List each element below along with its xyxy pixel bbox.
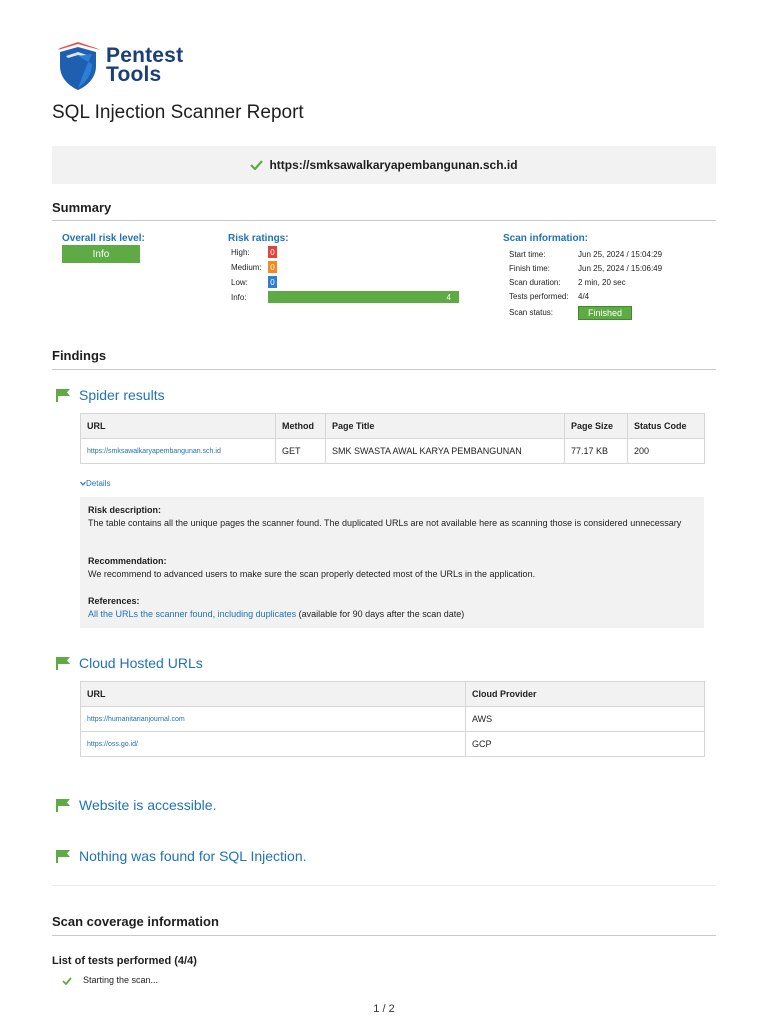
flag-icon xyxy=(56,389,70,402)
pentest-tools-logo xyxy=(56,42,216,88)
details-panel xyxy=(80,497,704,628)
table-row xyxy=(81,707,705,732)
finish-time-value: Jun 25, 2024 / 15:06:49 xyxy=(578,264,663,273)
risk-medium-bar: 0 xyxy=(268,261,277,273)
overall-risk-label: Overall risk level: xyxy=(62,233,145,244)
risk-high-label: High: xyxy=(231,248,250,257)
column-header: URL xyxy=(81,682,466,707)
column-header: Page Title xyxy=(326,414,565,439)
check-icon xyxy=(250,160,263,170)
recommendation-heading: Recommendation: xyxy=(88,556,167,566)
references-note: (available for 90 days after the scan date) xyxy=(296,609,465,619)
risk-description-text: The table contains all the unique pages the scanner found. The duplicated URLs are not available here as scanning those is considered unnecessary xyxy=(88,518,682,528)
flag-icon xyxy=(56,850,70,863)
references-link[interactable]: All the URLs the scanner found, including duplicates xyxy=(88,609,297,619)
column-header: Cloud Provider xyxy=(466,682,705,707)
table-header-row xyxy=(81,414,705,439)
risk-ratings-label: Risk ratings: xyxy=(228,233,289,244)
report-title: SQL Injection Scanner Report xyxy=(52,102,304,123)
scan-duration-label: Scan duration: xyxy=(509,278,561,287)
risk-info-label: Info: xyxy=(231,293,247,302)
references-text xyxy=(88,609,698,620)
table-row xyxy=(81,439,705,464)
risk-low-bar: 0 xyxy=(268,276,277,288)
risk-high-bar: 0 xyxy=(268,246,277,258)
references-heading: References: xyxy=(88,596,140,606)
risk-medium-label: Medium: xyxy=(231,263,262,272)
brand-line-1: Pentest xyxy=(106,44,184,67)
section-divider xyxy=(52,885,716,886)
column-header: URL xyxy=(81,414,276,439)
page-number: 1 / 2 xyxy=(373,1003,395,1015)
spider-results-table xyxy=(80,413,705,464)
flag-icon xyxy=(56,799,70,812)
details-label: Details xyxy=(86,479,111,488)
spider-results-title: Spider results xyxy=(79,387,165,403)
risk-info-bar: 4 xyxy=(268,291,459,303)
findings-heading: Findings xyxy=(52,348,107,363)
start-time-value: Jun 25, 2024 / 15:04:29 xyxy=(578,250,663,259)
risk-description-heading: Risk description: xyxy=(88,505,162,515)
details-toggle[interactable] xyxy=(80,479,110,488)
table-row xyxy=(81,732,705,757)
status-code-cell: 200 xyxy=(628,439,705,464)
cloud-hosted-urls-table xyxy=(80,681,705,757)
scan-status-badge: Finished xyxy=(578,306,632,320)
tests-performed-value: 4/4 xyxy=(578,292,590,301)
column-header: Status Code xyxy=(628,414,705,439)
page-size-cell: 77.17 KB xyxy=(565,439,628,464)
cloud-provider-cell: AWS xyxy=(466,707,705,732)
cloud-provider-cell: GCP xyxy=(466,732,705,757)
risk-low-label: Low: xyxy=(231,278,248,287)
start-time-label: Start time: xyxy=(509,250,546,259)
column-header: Method xyxy=(276,414,326,439)
coverage-divider xyxy=(52,935,716,936)
table-header-row xyxy=(81,682,705,707)
tests-performed-heading: List of tests performed (4/4) xyxy=(52,955,197,967)
url-link[interactable]: https://humanitarianjournal.com xyxy=(81,707,466,732)
scan-status-label: Scan status: xyxy=(509,308,554,317)
recommendation-text: We recommend to advanced users to make sure the scan properly detected most of the URLs in the application. xyxy=(88,569,536,579)
summary-heading: Summary xyxy=(52,200,112,215)
check-icon xyxy=(62,977,72,985)
summary-divider xyxy=(52,220,716,221)
scan-info-label: Scan information: xyxy=(503,233,589,244)
target-url: https://smksawalkaryapembangunan.sch.id xyxy=(269,158,518,172)
method-cell: GET xyxy=(276,439,326,464)
scan-coverage-heading: Scan coverage information xyxy=(52,914,219,929)
scan-duration-value: 2 min, 20 sec xyxy=(578,278,626,287)
sql-injection-result-title: Nothing was found for SQL Injection. xyxy=(79,848,307,864)
test-item: Starting the scan... xyxy=(83,975,159,985)
page-title-cell: SMK SWASTA AWAL KARYA PEMBANGUNAN xyxy=(326,439,565,464)
target-banner xyxy=(52,146,716,184)
finish-time-label: Finish time: xyxy=(509,264,550,273)
brand-line-2: Tools xyxy=(106,63,162,86)
overall-risk-badge: Info xyxy=(62,245,140,263)
cloud-hosted-urls-title: Cloud Hosted URLs xyxy=(79,655,203,671)
url-link[interactable]: https://oss.go.id/ xyxy=(81,732,466,757)
tests-performed-label: Tests performed: xyxy=(509,292,569,301)
website-accessible-title: Website is accessible. xyxy=(79,797,217,813)
shield-icon xyxy=(56,42,102,92)
column-header: Page Size xyxy=(565,414,628,439)
flag-icon xyxy=(56,657,70,670)
url-link[interactable]: https://smksawalkaryapembangunan.sch.id xyxy=(81,439,276,464)
findings-divider xyxy=(52,369,716,370)
